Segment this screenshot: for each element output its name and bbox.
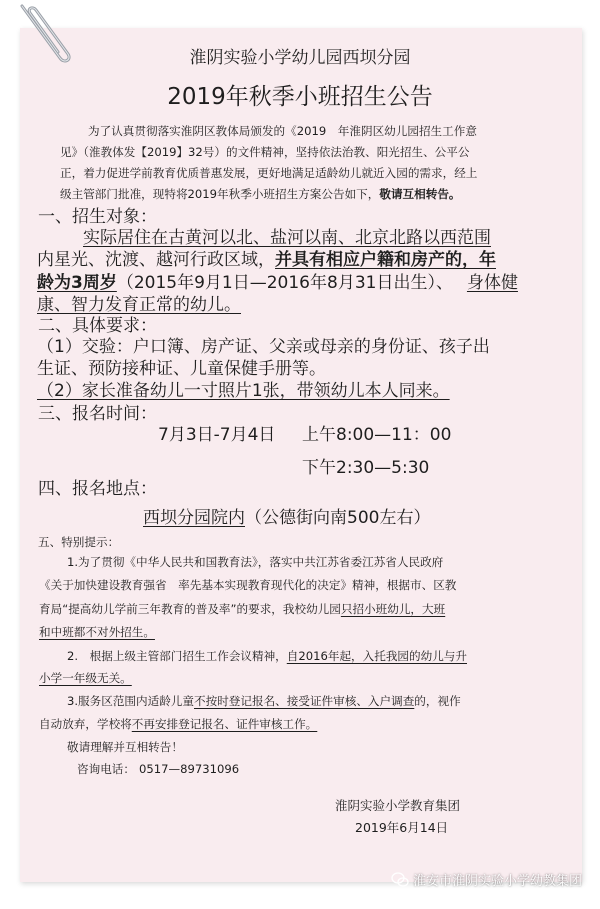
notice-line: 《关于加快建设教育强省 率先基本实现教育现代化的决定》精神，根据市、区教	[39, 578, 457, 592]
watermark	[391, 870, 582, 889]
notice-emphasis: 自2016年起，入托我园的幼儿与升	[286, 649, 467, 663]
contact-line	[77, 764, 239, 776]
notice-line	[39, 604, 445, 616]
notice-text: 2. 根据上级主管部门招生工作会议精神，	[67, 649, 287, 663]
intro-line	[60, 189, 461, 201]
health-text: 身体健	[466, 273, 518, 293]
birth-range: （2015年9月1日—2016年8月31日出生）、	[116, 273, 453, 293]
area-text: 内星光、沈渡、越河行政区域，	[37, 250, 275, 270]
notice-line: 小学一年级无关。	[39, 671, 132, 685]
section2-text: 生证、预防接种证、儿童保健手册等。	[37, 359, 326, 379]
section2-text: （1）交验：户口簿、房产证、父亲或母亲的身份证、孩子出	[37, 337, 490, 357]
section1-text: 实际居住在古黄河以北、盐河以南、北京北路以西范围	[83, 228, 491, 248]
section1-text	[37, 252, 496, 269]
section1-text	[37, 275, 518, 292]
notice-line: 和中班都不对外招生。	[39, 625, 155, 639]
org-name: 淮阴实验小学幼儿园西坝分园	[189, 48, 411, 68]
section1-text: 康、智力发育正常的幼儿。	[37, 295, 241, 315]
notice-line	[67, 696, 461, 708]
phone-number: 0517—89731096	[138, 762, 240, 776]
notice-title: 2019年秋季小班招生公告	[167, 84, 433, 110]
place-name: 西坝分园院内	[143, 508, 245, 528]
notice-text: 3.服务区范围内适龄儿童	[67, 694, 194, 708]
section-heading: 五、特别提示：	[38, 535, 120, 549]
requirement-text: 并具有相应户籍和房产的，年	[275, 250, 496, 270]
section-heading: 四、报名地点：	[38, 479, 157, 499]
notice-line: 1.为了贯彻《中华人民共和国教育法》，落实中共江苏省委江苏省人民政府	[67, 555, 444, 569]
section2-text: （2）家长准备幼儿一寸照片1张，带领幼儿本人同来。	[37, 381, 450, 401]
intro-line: 为了认真贯彻落实淮阴区教体局颁发的《2019 年淮阴区幼儿园招生工作意	[88, 124, 477, 138]
signup-afternoon: 下午2:30—5:30	[302, 458, 430, 478]
section-heading: 一、招生对象：	[38, 207, 157, 227]
signup-dates: 7月3日-7月4日	[158, 425, 276, 445]
notice-text: 的，视作	[414, 694, 461, 708]
intro-line: 正，着力促进学前教育优质普惠发展，更好地满足适龄幼儿就近入园的需求，经上	[60, 166, 478, 180]
notice-emphasis: 只招小班幼儿，大班	[340, 602, 446, 616]
closing-text: 敬请理解并互相转告！	[67, 740, 183, 754]
age-text: 龄为3周岁	[37, 273, 117, 293]
notice-emphasis: 不按时登记报名、接受证件审核、入户调查	[194, 694, 415, 708]
section-heading: 二、具体要求：	[38, 316, 157, 336]
intro-line: 见》（淮教体发【2019】32号）的文件精神，坚持依法治教、阳光招生、公平公	[60, 145, 470, 159]
place-note: （公德街向南500左右）	[245, 508, 431, 528]
watermark-text: 淮安市淮阴实验小学幼教集团	[412, 874, 582, 889]
signature-date: 2019年6月14日	[355, 820, 449, 835]
signup-morning: 上午8:00—11：00	[302, 425, 452, 445]
notice-emphasis: 不再安排登记报名、证件审核工作。	[131, 717, 318, 731]
notice-line	[67, 651, 467, 663]
notice-line	[39, 719, 317, 731]
intro-emphasis: 敬请互相转告。	[379, 187, 461, 201]
section-heading: 三、报名时间：	[38, 404, 157, 424]
phone-label: 咨询电话：	[77, 762, 135, 776]
notice-text: 自动放弃，学校将	[39, 717, 132, 731]
intro-text: 级主管部门批准，现特将2019年秋季小班招生方案公告如下，	[60, 187, 380, 201]
signup-place	[143, 510, 430, 527]
wechat-icon	[391, 871, 409, 889]
notice-text: 育局“提高幼儿学前三年教育的普及率”的要求，我校幼儿园	[39, 602, 341, 616]
signature-org: 淮阴实验小学教育集团	[335, 798, 461, 813]
